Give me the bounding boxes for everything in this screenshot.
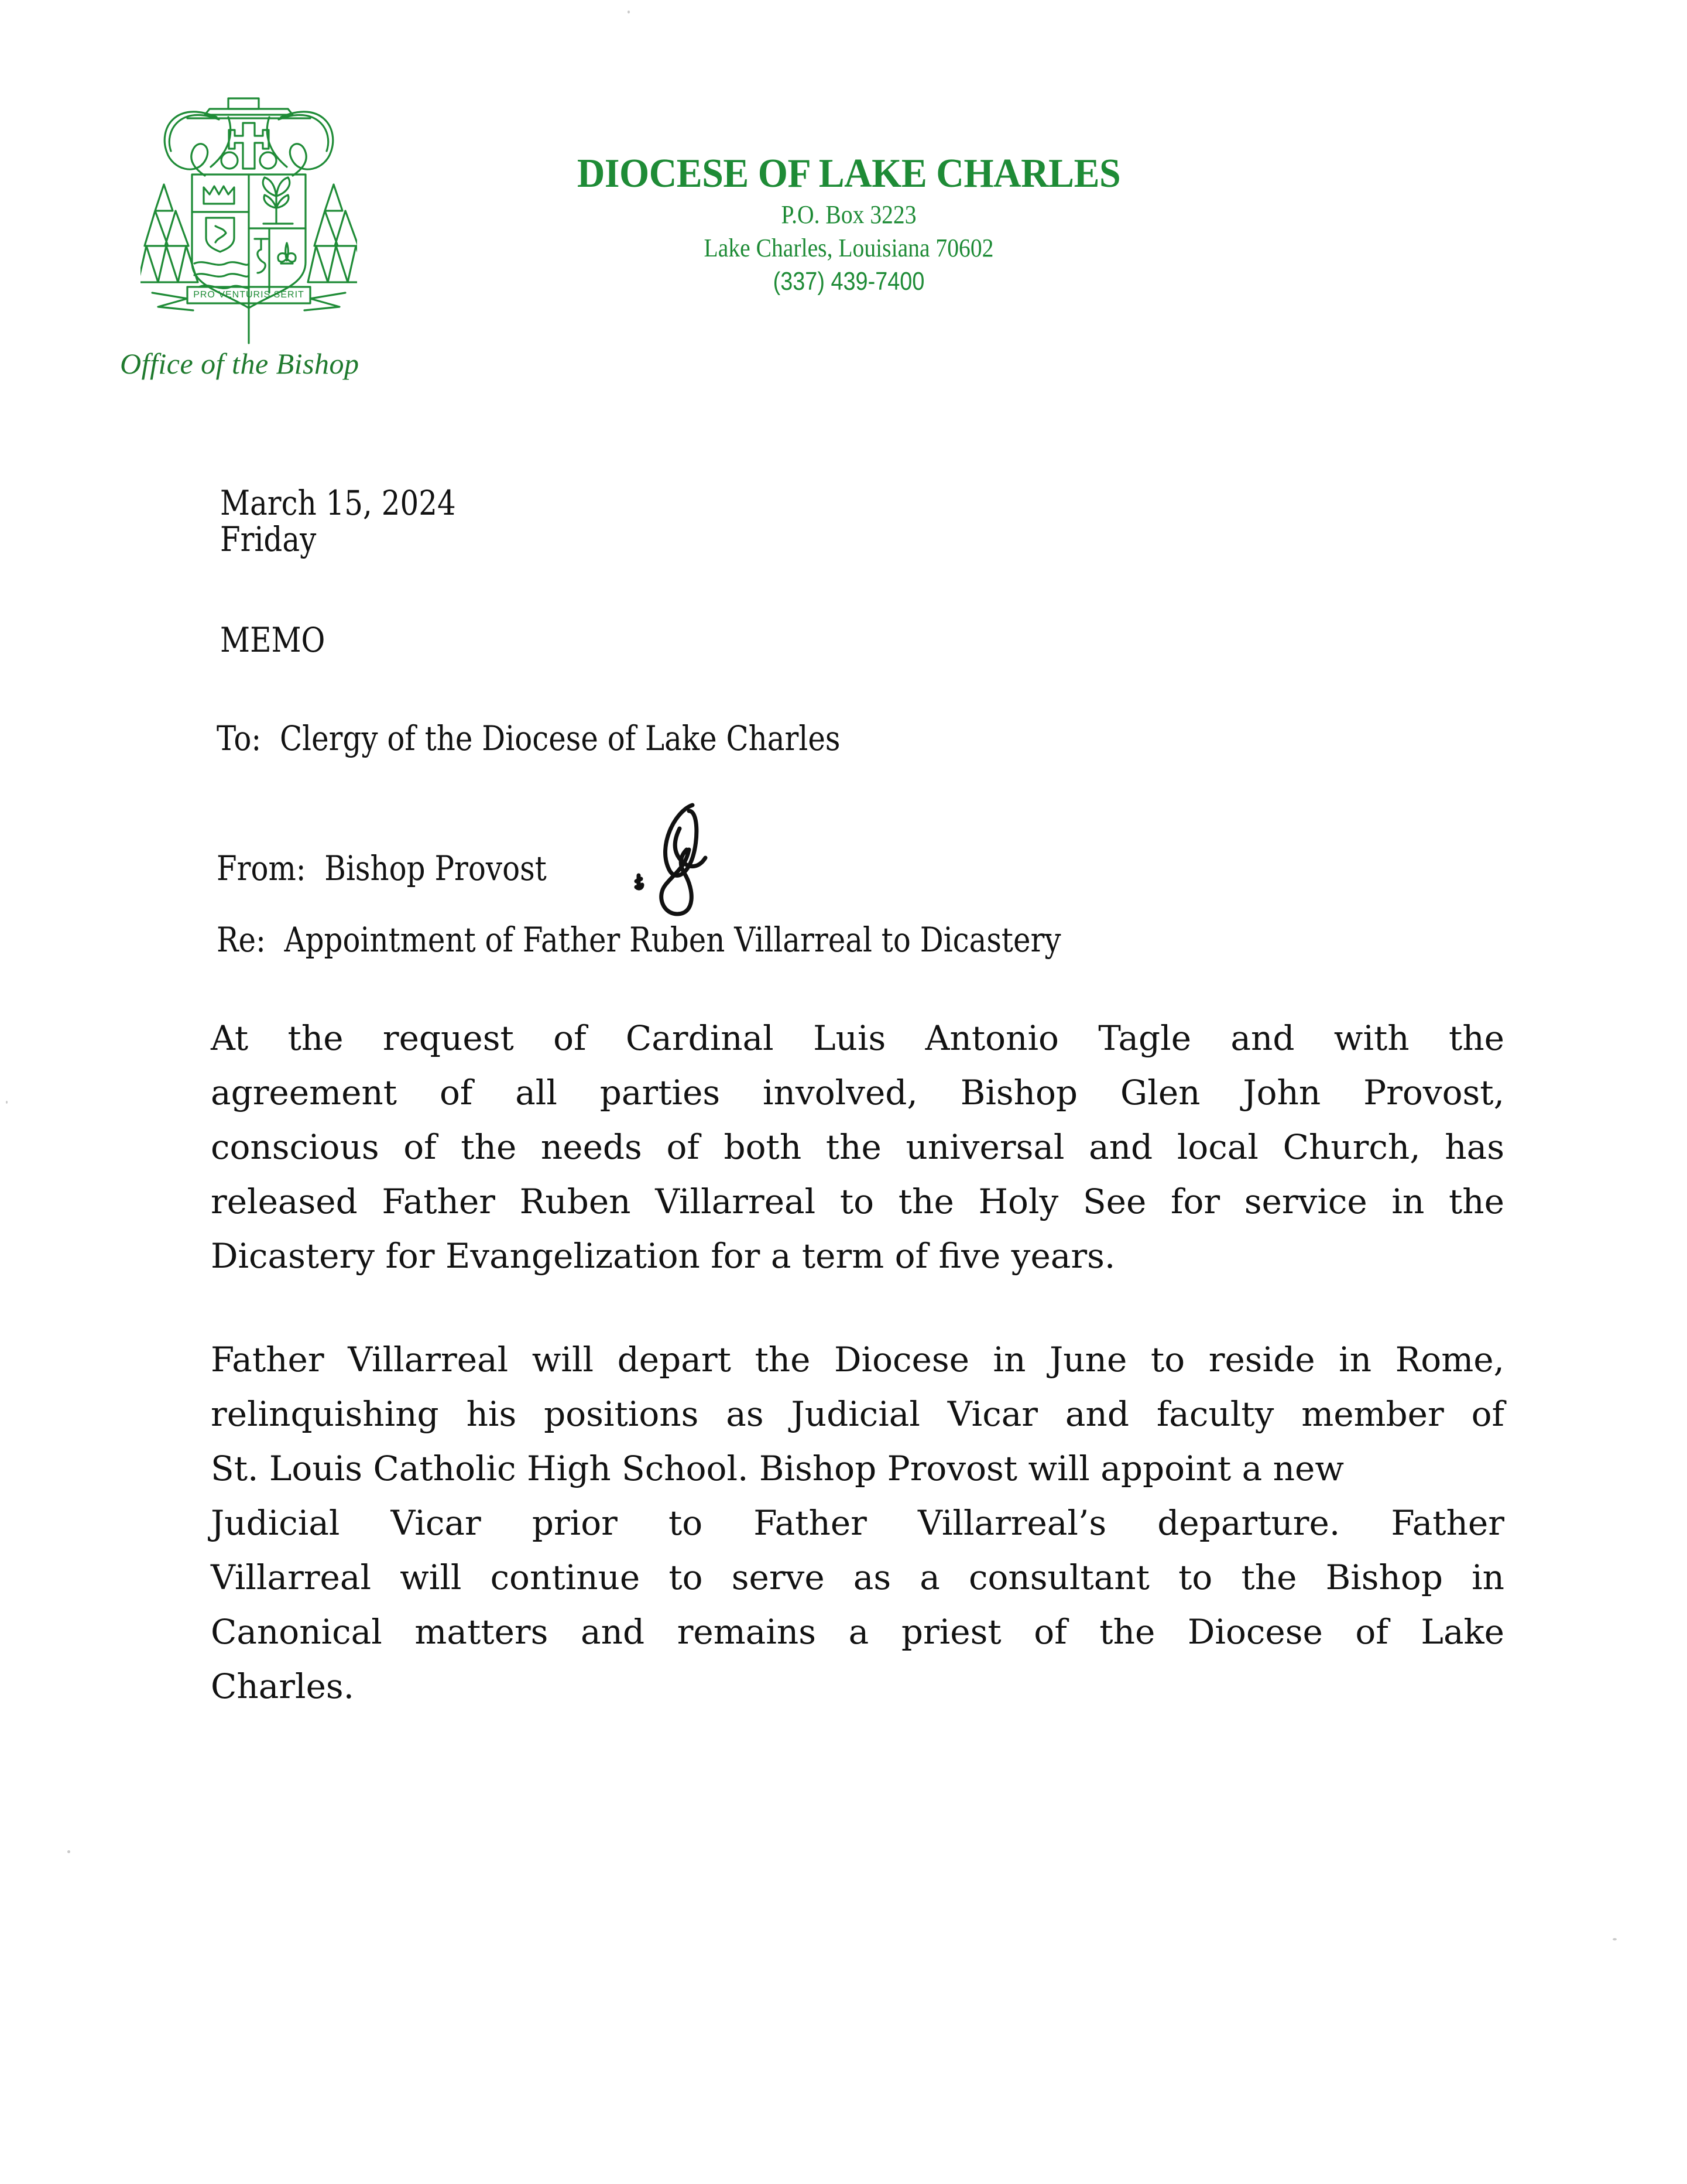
paragraph-line: conscious of the needs of both the universal and local Church, has — [211, 1127, 1504, 1167]
scan-speck — [67, 1850, 70, 1853]
episcopal-coat-of-arms-icon — [140, 88, 357, 345]
letterhead — [527, 153, 1171, 298]
body-paragraph-2 — [211, 1333, 1504, 1714]
crest-motto-text: PRO VENTURIS SERIT — [193, 290, 304, 300]
to-value: Clergy of the Diocese of Lake Charles — [279, 718, 841, 758]
paragraph-line: Father Villarreal will depart the Diocese in June to reside in Rome, — [211, 1340, 1504, 1379]
re-value: Appointment of Father Ruben Villarreal to Dicastery — [284, 920, 1061, 960]
from-field — [217, 849, 547, 888]
phone-number: (337) 439-7400 — [773, 267, 925, 296]
office-of-the-bishop: Office of the Bishop — [120, 347, 359, 380]
to-label: To: — [217, 718, 262, 758]
organization-name: DIOCESE OF LAKE CHARLES — [577, 151, 1121, 196]
paragraph-line: released Father Ruben Villarreal to the Holy See for service in the — [211, 1182, 1504, 1221]
to-field — [217, 719, 840, 758]
paragraph-line: agreement of all parties involved, Bishop Glen John Provost, — [211, 1073, 1504, 1112]
from-label: From: — [217, 848, 306, 888]
memo-date: March 15, 2024 — [220, 483, 456, 523]
from-value: Bishop Provost — [324, 848, 547, 888]
paragraph-line: Judicial Vicar prior to Father Villarreal’s departure. Father — [211, 1503, 1504, 1543]
paragraph-line: St. Louis Catholic High School. Bishop Provost will appoint a new — [211, 1449, 1345, 1488]
paragraph-line: Villarreal will continue to serve as a consultant to the Bishop in — [211, 1557, 1504, 1597]
re-field — [217, 920, 1061, 959]
scan-speck — [6, 1101, 8, 1104]
paragraph-line: Charles. — [211, 1666, 355, 1706]
crest-motto — [187, 287, 310, 301]
city-state-zip: Lake Charles, Louisiana 70602 — [704, 234, 994, 262]
paragraph-line: Canonical matters and remains a priest of the Diocese of Lake — [211, 1612, 1504, 1652]
handwritten-signature-icon — [623, 793, 740, 922]
memo-heading: MEMO — [220, 620, 325, 660]
scan-speck — [628, 11, 630, 13]
scan-speck — [1613, 1938, 1617, 1940]
re-label: Re: — [217, 920, 266, 960]
po-box: P.O. Box 3223 — [781, 200, 917, 229]
memo-day: Friday — [220, 519, 317, 559]
paragraph-line: At the request of Cardinal Luis Antonio Tagle and with the — [211, 1018, 1504, 1058]
body-paragraph-1 — [211, 1011, 1504, 1283]
paragraph-line: Dicastery for Evangelization for a term of five years. — [211, 1236, 1116, 1276]
paragraph-line: relinquishing his positions as Judicial Vicar and faculty member of — [211, 1394, 1504, 1434]
